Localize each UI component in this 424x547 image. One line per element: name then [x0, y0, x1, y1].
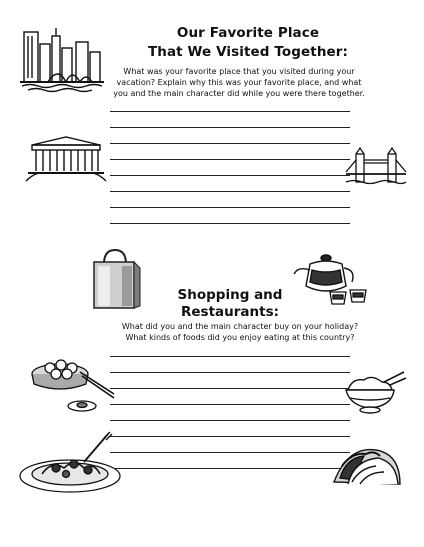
- dumplings-icon: [30, 352, 116, 414]
- writing-line: [110, 111, 350, 112]
- writing-line: [110, 207, 350, 208]
- pasta-plate-icon: [18, 432, 124, 496]
- rice-bowl-icon: [342, 370, 408, 418]
- section2-title-line2: Restaurants:: [180, 304, 280, 320]
- writing-line: [110, 372, 350, 373]
- teapot-icon: [290, 252, 370, 308]
- writing-line: [110, 127, 350, 128]
- writing-line: [110, 388, 350, 389]
- shopping-bag-icon: [88, 248, 142, 310]
- section1-prompt-line3: you and the main character did while you were there together.: [113, 89, 365, 98]
- writing-line: [110, 175, 350, 176]
- writing-line: [110, 452, 350, 453]
- section2-prompt-line2: What kinds of foods did you enjoy eating at this country?: [125, 333, 355, 342]
- section2-title-line1: Shopping and: [177, 287, 283, 303]
- section1-prompt-line2: vacation? Explain why this was your favorite place, and what: [116, 78, 362, 87]
- writing-line: [110, 159, 350, 160]
- writing-line: [110, 436, 350, 437]
- section1-title-line1: Our Favorite Place: [176, 25, 320, 41]
- taco-icon: [328, 444, 404, 494]
- section2-prompt-line1: What did you and the main character buy on your holiday?: [121, 322, 359, 331]
- writing-line: [110, 420, 350, 421]
- writing-line: [110, 143, 350, 144]
- writing-line: [110, 468, 350, 469]
- writing-line: [110, 223, 350, 224]
- greek-temple-icon: [26, 135, 106, 183]
- tower-bridge-icon: [346, 146, 406, 186]
- writing-line: [110, 356, 350, 357]
- writing-line: [110, 191, 350, 192]
- writing-line: [110, 404, 350, 405]
- section1-prompt-line1: What was your favorite place that you visited during your: [123, 67, 355, 76]
- section1-title-line2: That We Visited Together:: [147, 44, 349, 60]
- city-skyline-icon: [18, 26, 106, 94]
